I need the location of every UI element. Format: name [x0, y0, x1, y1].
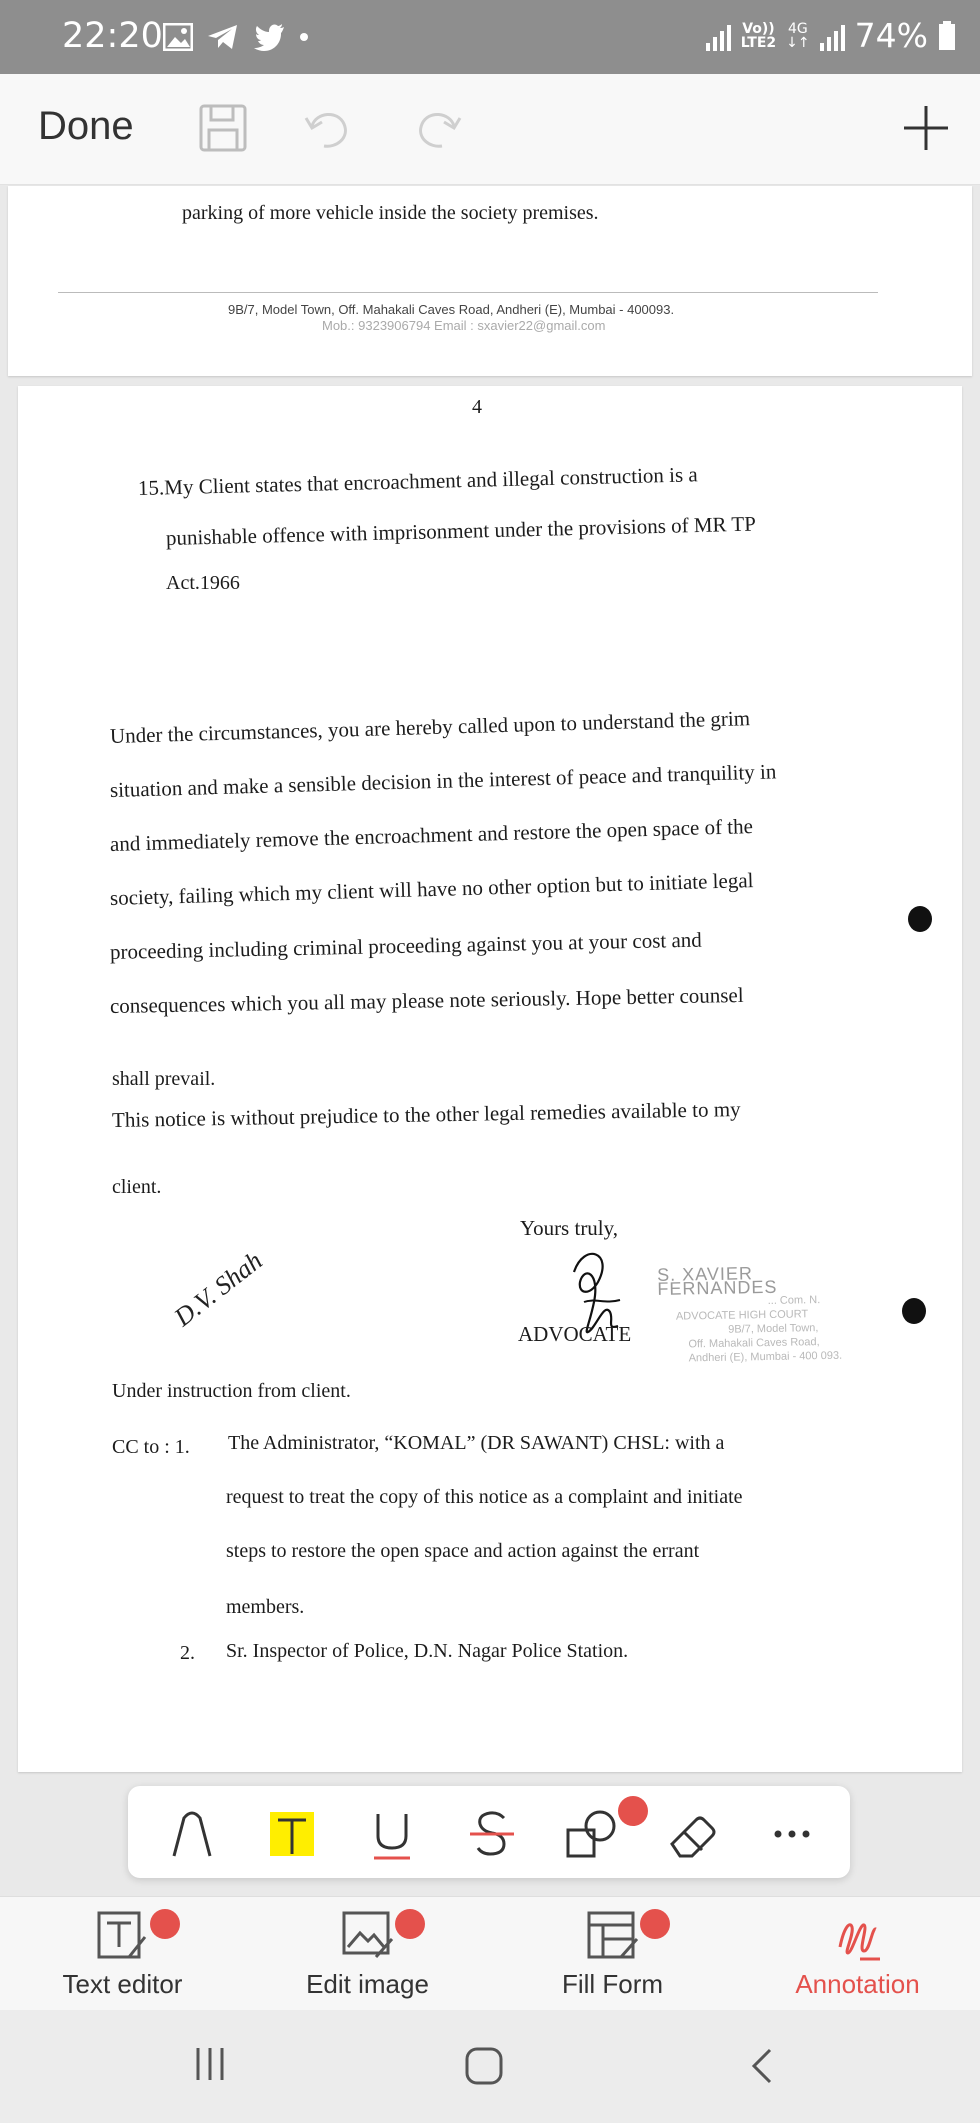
- recents-icon[interactable]: [192, 2046, 228, 2082]
- premium-crown-icon: [150, 1909, 180, 1939]
- document-page-4: [18, 386, 962, 1772]
- under-instruction: Under instruction from client.: [112, 1380, 351, 1402]
- highlight-icon: [262, 1804, 322, 1864]
- text-editor-icon: [95, 1907, 151, 1963]
- network-4g-icon: 4G ↓↑: [786, 20, 810, 51]
- body-line-3: and immediately remove the encroachment and restore the open space of the: [109, 814, 754, 856]
- edit-image-icon: [340, 1907, 396, 1963]
- back-icon[interactable]: [748, 2046, 776, 2086]
- premium-crown-icon: [640, 1909, 670, 1939]
- para15-line2: punishable offence with imprisonment under the provisions of MR TP: [165, 511, 757, 550]
- undo-icon[interactable]: [300, 100, 356, 156]
- signature-left: D.V. Shah: [168, 1245, 268, 1333]
- signal-icon: [706, 21, 731, 51]
- gallery-icon: [163, 23, 193, 51]
- yours-truly: Yours truly,: [520, 1216, 619, 1240]
- cc1-line1: The Administrator, “KOMAL” (DR SAWANT) CHSL: with a: [228, 1432, 725, 1454]
- notice-line-1: This notice is without prejudice to the other legal remedies available to my: [111, 1097, 741, 1132]
- tab-edit-image[interactable]: [245, 1897, 490, 2011]
- tab-label: Annotation: [795, 1969, 920, 1999]
- signal-icon-2: [820, 21, 845, 51]
- footer-contact: Mob.: 9323906794 Email : sxavier22@gmail.com: [322, 318, 606, 333]
- cc-label: CC to : 1.: [112, 1436, 190, 1458]
- page-number: 4: [472, 396, 482, 418]
- page1-text: parking of more vehicle inside the society premises.: [182, 202, 599, 224]
- eraser-tool-icon[interactable]: [662, 1804, 722, 1864]
- cc2-number: 2.: [180, 1642, 195, 1664]
- cc2-text: Sr. Inspector of Police, D.N. Nagar Police Station.: [226, 1640, 629, 1662]
- bottom-tab-bar: [0, 1896, 980, 2011]
- tab-annotation[interactable]: [735, 1897, 980, 2011]
- cc1-line3: steps to restore the open space and action against the errant: [226, 1540, 700, 1562]
- battery-percent: 74%: [854, 16, 928, 55]
- system-nav-bar: [0, 2010, 980, 2123]
- status-right: [706, 16, 956, 55]
- shapes-tool-icon[interactable]: [562, 1804, 622, 1864]
- footer-divider: [58, 292, 878, 293]
- advocate-label: ADVOCATE: [518, 1322, 632, 1346]
- add-icon[interactable]: [898, 100, 954, 156]
- done-button[interactable]: Done: [38, 104, 134, 148]
- top-toolbar: [0, 74, 980, 185]
- advocate-stamp: S. XAVIER FERNANDES ... Com. N. ADVOCATE HIGH COURT 9B/7, Model Town, Off. Mahakali Caves Road, Andheri (E), Mumbai - 400 093.: [657, 1263, 843, 1365]
- para15-line1: 15.My Client states that encroachment and illegal construction is a: [137, 462, 698, 500]
- status-bar: [0, 0, 980, 74]
- document-page-3: [8, 186, 972, 376]
- twitter-icon: [253, 23, 285, 51]
- tab-text-editor[interactable]: [0, 1897, 245, 2011]
- more-icon[interactable]: [762, 1804, 822, 1864]
- body-line-6: consequences which you all may please note seriously. Hope better counsel: [109, 982, 744, 1018]
- status-time: 22:20: [62, 16, 163, 56]
- tab-label: Fill Form: [561, 1969, 664, 1999]
- body-line-5: proceeding including criminal proceeding against you at your cost and: [109, 927, 703, 964]
- premium-crown-icon: [618, 1796, 648, 1826]
- premium-crown-icon: [395, 1909, 425, 1939]
- cc1-line2: request to treat the copy of this notice as a complaint and initiate: [226, 1486, 743, 1508]
- body-line-1: Under the circumstances, you are hereby called upon to understand the grim: [109, 706, 751, 748]
- save-icon[interactable]: [195, 100, 251, 156]
- body-line-2: situation and make a sensible decision in the interest of peace and tranquility in: [109, 759, 777, 802]
- annotation-toolbar: [128, 1786, 850, 1878]
- home-icon[interactable]: [464, 2046, 504, 2086]
- notice-line-2: client.: [112, 1176, 162, 1198]
- punch-hole: [908, 906, 932, 932]
- tab-label: Text editor: [62, 1969, 183, 1999]
- battery-icon: [938, 21, 956, 51]
- highlight-tool[interactable]: [262, 1804, 322, 1864]
- para15-line3: Act.1966: [166, 572, 240, 594]
- body-line-4: society, failing which my client will have no other option but to initiate legal: [109, 868, 754, 910]
- pen-tool-icon[interactable]: [162, 1804, 222, 1864]
- strikethrough-tool-icon[interactable]: [462, 1804, 522, 1864]
- dot-icon: [299, 23, 309, 51]
- tab-fill-form[interactable]: [490, 1897, 735, 2011]
- fill-form-icon: [585, 1907, 641, 1963]
- volte-icon: Vo)) LTE2: [740, 20, 777, 51]
- tab-label: Edit image: [306, 1969, 429, 1999]
- punch-hole: [902, 1298, 926, 1324]
- footer-address: 9B/7, Model Town, Off. Mahakali Caves Road, Andheri (E), Mumbai - 400093.: [228, 302, 675, 317]
- telegram-icon: [207, 23, 239, 51]
- notification-icons: [163, 20, 309, 54]
- cc1-line4: members.: [226, 1596, 305, 1618]
- redo-icon[interactable]: [410, 100, 466, 156]
- body-line-7: shall prevail.: [112, 1068, 216, 1090]
- underline-tool-icon[interactable]: [362, 1804, 422, 1864]
- annotation-icon: [830, 1907, 886, 1963]
